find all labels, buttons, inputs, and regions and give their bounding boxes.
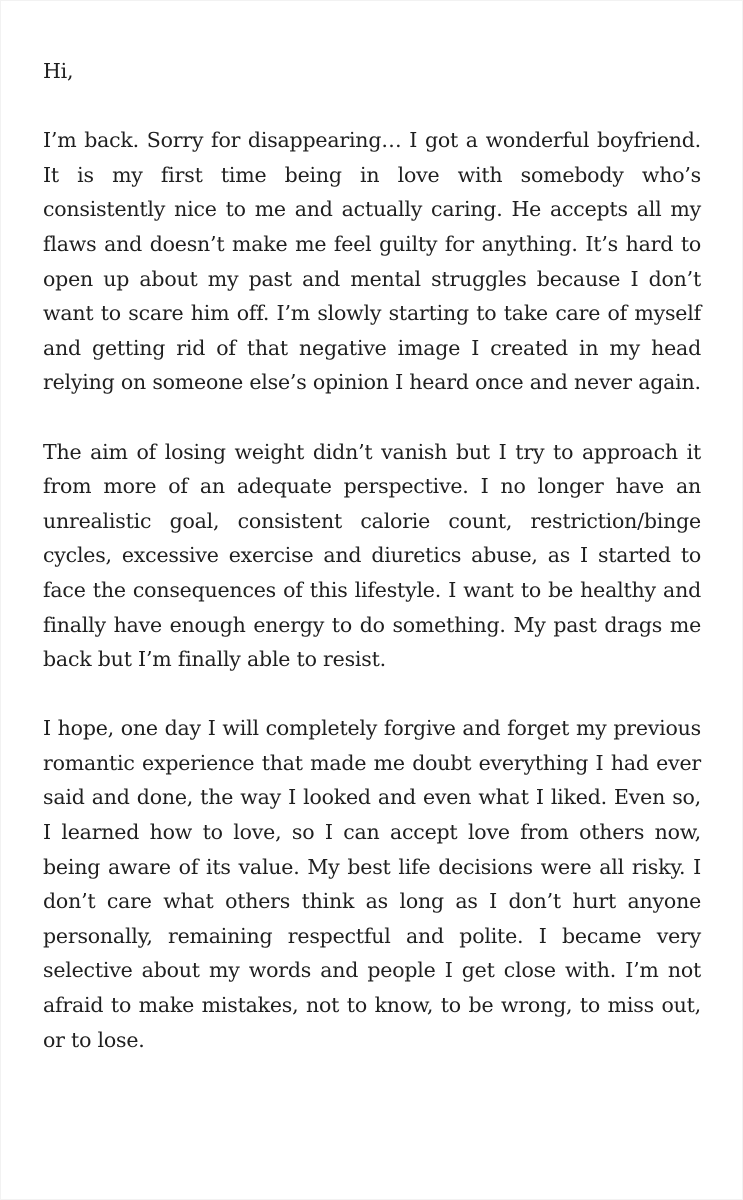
paragraph-1: I’m back. Sorry for disappearing… I got a wonderful boyfriend. It is my first time being in love with somebody who’s consistently nice to me and actually caring. He accepts all my flaws and doesn’t make me feel guilty for anything. It’s hard to open up about my past and mental struggles because I don’t want to scare him off. I’m slowly starting to take care of myself and getting rid of that negative image I created in my head relying on someone else’s opinion I heard once and never again. bbox=[43, 128, 701, 395]
letter-body bbox=[43, 54, 701, 1057]
letter-greeting: Hi, bbox=[43, 59, 74, 83]
paragraph-2: The aim of losing weight didn’t vanish but I try to approach it from more of an adequate perspective. I no longer have an unrealistic goal, consistent calorie count, restriction/binge cycles, excessive exercise and diuretics abuse, as I started to face the consequences of this lifestyle. I want to be healthy and finally have enough energy to do something. My past drags me back but I’m finally able to resist. bbox=[43, 439, 701, 672]
paragraph-3: I hope, one day I will completely forgive and forget my previous romantic experience that made me doubt everything I had ever said and done, the way I looked and even what I liked. Even so, I learned how to love, so I can accept love from others now, being aware of its value. My best life decisions were all risky. I don’t care what others think as long as I don’t hurt anyone personally, remaining respectful and polite. I became very selective about my words and people I get close with. I’m not afraid to make mistakes, not to know, to be wrong, to miss out, or to lose. bbox=[43, 716, 701, 1052]
